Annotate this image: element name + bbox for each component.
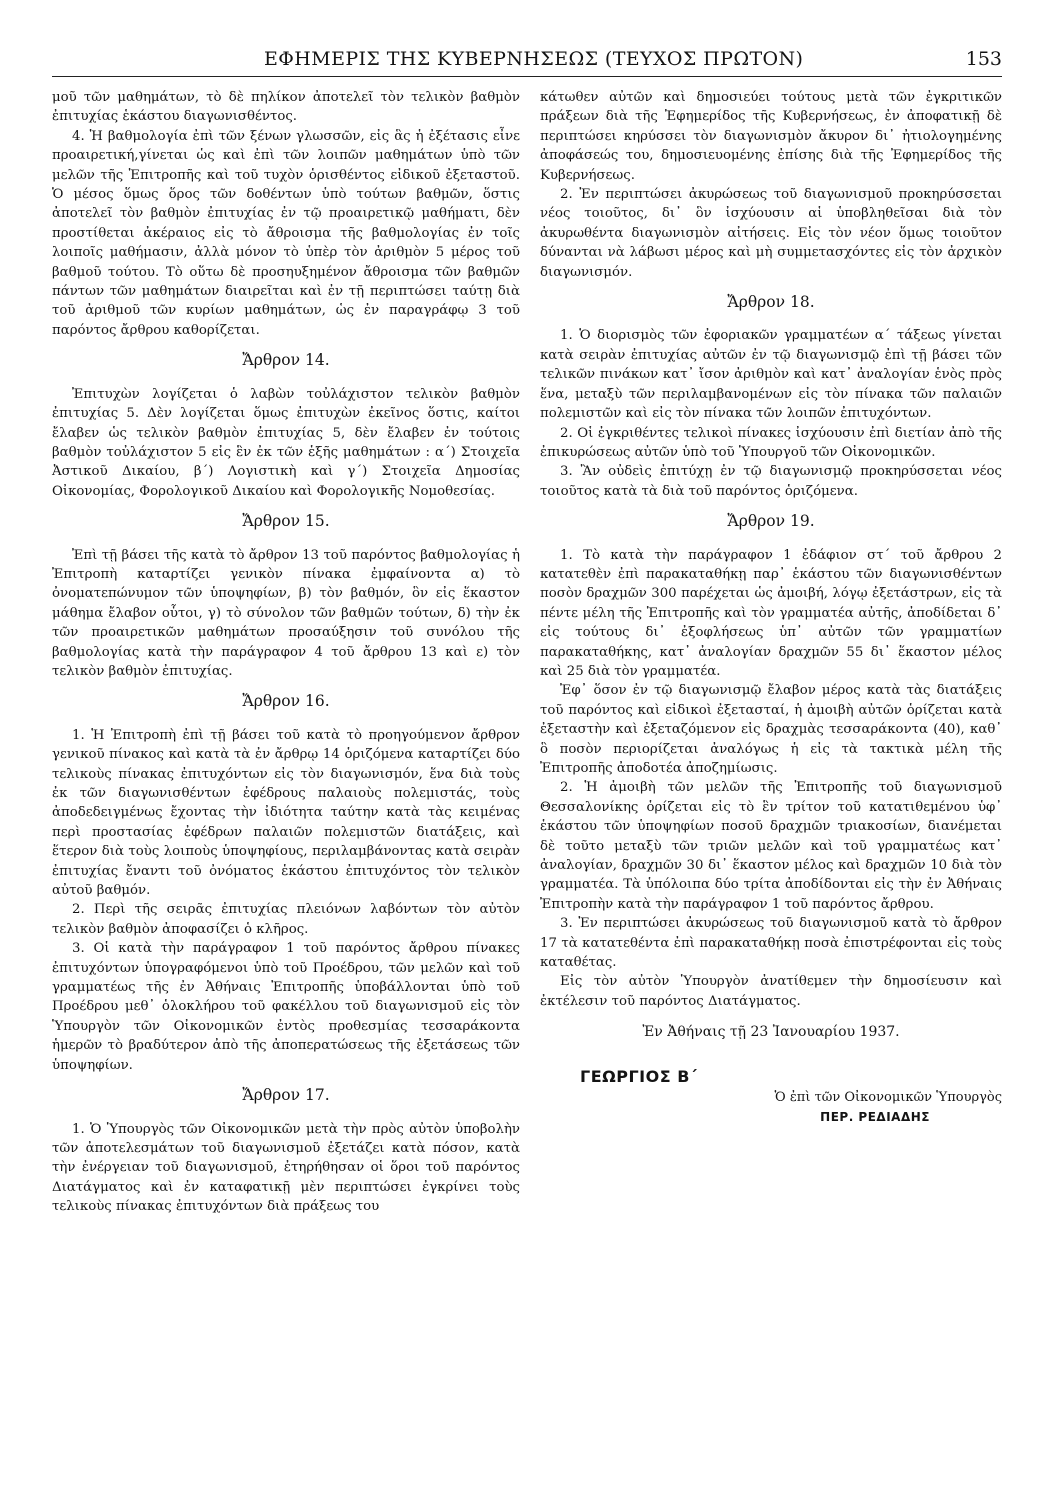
paragraph: 4. Ἡ βαθμολογία ἐπὶ τῶν ξένων γλωσσῶν, εἰς ἃς ἡ ἐξέτασις εἶνε προαιρετική,γίνεται ὡς καὶ ἐπὶ τῶν λοιπῶν μαθημάτων ὑπὸ τῶν μελῶν τῆς Ἐπιτροπῆς καὶ τοῦ τυχὸν ὁρισθέντος εἰδικοῦ ἐξεταστοῦ. Ὁ μέσος ὅμως ὅρος τῶν δοθέντων ὑπὸ τούτων βαθμῶν, ὅστις ἀποτελεῖ τὸν βαθμὸν ἐπιτυχίας ἐν τῷ προαιρετικῷ μαθήματι, δὲν προστίθεται ἀκέραιος εἰς τὸ ἄθροισμα τῆς βαθμολογίας ἐν τοῖς λοιποῖς μαθήμασιν, ἀλλὰ μόνον τὸ ὑπὲρ τὸν ἀριθμὸν 5 μέρος τοῦ βαθμοῦ τούτου. Τὸ οὕτω δὲ προσηυξημένον ἄθροισμα τῶν βαθμῶν πάντων τῶν μαθημάτων διαιρεῖται καὶ ἐν τῇ περιπτώσει ταύτῃ διὰ τοῦ ἀριθμοῦ τῶν κυρίων μαθημάτων, ὡς ἐν παραγράφῳ 3 τοῦ παρόντος ἄρθρου καθορίζεται. [52, 128, 520, 338]
paragraph: 3. Ἂν οὐδεὶς ἐπιτύχῃ ἐν τῷ διαγωνισμῷ προκηρύσσεται νέος τοιοῦτος κατὰ τὰ διὰ τοῦ παρόντος ὁριζόμενα. [540, 464, 1002, 499]
gazette-title: ΕΦΗΜΕΡΙΣ ΤΗΣ ΚΥΒΕΡΝΗΣΕΩΣ (ΤΕΥΧΟΣ ΠΡΩΤΟΝ) [264, 48, 804, 70]
king-signature: ΓΕΩΡΓΙΟΣ Β΄ [580, 1066, 698, 1086]
article-heading-14: Ἄρθρον 14. [242, 351, 330, 370]
page-header [52, 44, 1002, 77]
paragraph: 1. Ὁ διορισμὸς τῶν ἐφοριακῶν γραμματέων α΄ τάξεως γίνεται κατὰ σειρὰν ἐπιτυχίας αὐτῶν ἐν τῷ διαγωνισμῷ ἐπὶ τῇ βάσει τῶν τελικῶν πινάκων κατ᾽ ἴσον ἀριθμὸν καὶ κατ᾽ ἀναλογίαν ἑνὸς πρὸς ἕνα, μεταξὺ τῶν περιλαμβανομένων εἰς τὸν πίνακα τῶν παλαιῶν πολεμιστῶν καὶ εἰς τὸν πίνακα τῶν λοιπῶν ἐπιτυχόντων. [540, 328, 1002, 422]
paragraph: κάτωθεν αὐτῶν καὶ δημοσιεύει τούτους μετὰ τῶν ἐγκριτικῶν πράξεων διὰ τῆς Ἐφημερίδος τῆς Κυβερνήσεως, ἐν ἀποφατικῇ δὲ περιπτώσει κηρύσσει τὸν διαγωνισμὸν ἄκυρον δι᾽ ἠτιολογημένης ἀποφάσεώς του, δημοσιευομένης ἐπίσης διὰ τῆς Ἐφημερίδος τῆς Κυβερνήσεως. [540, 90, 1002, 183]
article-heading-18: Ἄρθρον 18. [727, 293, 815, 312]
minister-title: Ὁ ἐπὶ τῶν Οἰκονομικῶν Ὑπουργὸς [774, 1090, 1002, 1106]
paragraph: Ἐφ᾽ ὅσον ἐν τῷ διαγωνισμῷ ἔλαβον μέρος κατὰ τὰς διατάξεις τοῦ παρόντος καὶ εἰδικοὶ ἐξετασταί, ἡ ἀμοιβὴ αὐτῶν ὁρίζεται κατὰ ἐξεταστὴν καὶ ἐξεταζόμενον εἰς δραχμὰς τεσσαράκοντα (40), καθ᾽ ὃ ποσὸν περιορίζεται ἀναλόγως ἡ εἰς τὰ τακτικὰ μέλη τῆς Ἐπιτροπῆς ἀποδοτέα ἀποζημίωσις. [540, 683, 1002, 776]
paragraph: Ἐπὶ τῇ βάσει τῆς κατὰ τὸ ἄρθρον 13 τοῦ παρόντος βαθμολογίας ἡ Ἐπιτροπὴ καταρτίζει γενικὸν πίνακα ἐμφαίνοντα α) τὸ ὀνοματεπώνυμον τῶν ὑποψηφίων, β) τὸν βαθμόν, ὃν εἰς ἕκαστον μάθημα ἔλαβον οὗτοι, γ) τὸ σύνολον τῶν βαθμῶν τούτων, δ) τὴν ἐκ τῶν προαιρετικῶν μαθημάτων προσαύξησιν τοῦ συνόλου τῆς βαθμολογίας κατὰ τὴν παράγραφον 4 τοῦ ἄρθρου 13 καὶ ε) τὸν τελικὸν βαθμὸν ἐπιτυχίας. [52, 547, 520, 679]
right-column [540, 88, 1002, 1127]
article-heading-19: Ἄρθρον 19. [727, 512, 815, 531]
paragraph: 1. Ὁ Ὑπουργὸς τῶν Οἰκονομικῶν μετὰ τὴν πρὸς αὐτὸν ὑποβολὴν τῶν ἀποτελεσμάτων τοῦ διαγωνισμοῦ ἐξετάζει κατὰ πόσον, κατὰ τὴν ἐνέργειαν τοῦ διαγωνισμοῦ, ἐτηρήθησαν οἱ ὅροι τοῦ παρόντος Διατάγματος καὶ ἐν καταφατικῇ μὲν περιπτώσει ἐγκρίνει τοὺς τελικοὺς πίνακας ἐπιτυχόντων διὰ πράξεως του [52, 1121, 520, 1215]
paragraph: 2. Περὶ τῆς σειρᾶς ἐπιτυχίας πλειόνων λαβόντων τὸν αὐτὸν τελικὸν βαθμὸν ἀποφασίζει ὁ κλῆρος. [52, 902, 520, 937]
page-number: 153 [965, 48, 1002, 70]
decree-date: Ἐν Ἀθήναις τῇ 23 Ἰανουαρίου 1937. [642, 1024, 900, 1041]
paragraph: Ἐπιτυχὼν λογίζεται ὁ λαβὼν τοὐλάχιστον τελικὸν βαθμὸν ἐπιτυχίας 5. Δὲν λογίζεται ὅμως ἐπιτυχὼν ἐκεῖνος ὅστις, καίτοι ἔλαβεν ὡς τελικὸν βαθμὸν ἐπιτυχίας 5, δὲν ἔλαβεν ἐν τούτοις βαθμὸν τοὐλάχιστον 5 εἰς ἓν ἐκ τῶν ἑξῆς μαθημάτων : α΄) Στοιχεῖα Ἀστικοῦ Δικαίου, β΄) Λογιστικὴ καὶ γ΄) Στοιχεῖα Δημοσίας Οἰκονομίας, Φορολογικοῦ Δικαίου καὶ Φορολογικῆς Νομοθεσίας. [52, 386, 520, 499]
paragraph: 1. Ἡ Ἐπιτροπὴ ἐπὶ τῇ βάσει τοῦ κατὰ τὸ προηγούμενον ἄρθρον γενικοῦ πίνακος καὶ κατὰ τὰ ἐν ἄρθρῳ 14 ὁριζόμενα καταρτίζει δύο τελικοὺς πίνακας ἐπιτυχόντων εἰς τὸν διαγωνισμόν, ἕνα διὰ τοὺς ἐκ τῶν διαγωνισθέντων ἐφέδρους παλαιοὺς πολεμιστάς, τοὺς ἀποδεδειγμένως ἔχοντας τὴν ἰδιότητα ταύτην κατὰ τὰς κειμένας περὶ προστασίας ἐφέδρων παλαιῶν πολεμιστῶν διατάξεις, καὶ ἕτερον διὰ τοὺς λοιποὺς ὑποψηφίους, περιλαμβάνοντας κατὰ σειρὰν ἐπιτυχίας ἔναντι τοῦ ὀνόματος ἑκάστου ἐπιτυχόντος τὸν τελικὸν αὐτοῦ βαθμόν. [52, 727, 520, 899]
paragraph: 1. Τὸ κατὰ τὴν παράγραφον 1 ἐδάφιον στ΄ τοῦ ἄρθρου 2 κατατεθὲν ἐπὶ παρακαταθήκῃ παρ᾽ ἑκάστου τῶν διαγωνισθέντων ποσὸν δραχμῶν 300 παρέχεται ὡς ἀμοιβή, λόγῳ ἐξετάστρων, εἰς τὰ πέντε μέλη τῆς Ἐπιτροπῆς καὶ τὸν γραμματέα αὐτῆς, ἀποδίδεται δ᾽ εἰς τούτους δι᾽ ἐξοφλήσεως ὑπ᾽ αὐτῶν τῶν γραμματίων παρακαταθήκης, κατ᾽ ἀναλογίαν δραχμῶν 55 δι᾽ ἕκαστον μέλος καὶ 25 διὰ τὸν γραμματέα. [540, 547, 1002, 679]
left-column [52, 88, 520, 1217]
paragraph: 2. Οἱ ἐγκριθέντες τελικοὶ πίνακες ἰσχύουσιν ἐπὶ διετίαν ἀπὸ τῆς ἐπικυρώσεως αὐτῶν ὑπὸ τοῦ Ὑπουργοῦ τῶν Οἰκονομικῶν. [540, 425, 1002, 460]
minister-name: ΠΕΡ. ΡΕΔΙΑΔΗΣ [820, 1109, 930, 1124]
paragraph: 3. Οἱ κατὰ τὴν παράγραφον 1 τοῦ παρόντος ἄρθρου πίνακες ἐπιτυχόντων ὑπογραφόμενοι ὑπὸ τοῦ Προέδρου, τῶν μελῶν καὶ τοῦ γραμματέως τῆς ἐν Ἀθήναις Ἐπιτροπῆς ὑποβάλλονται ὑπὸ τοῦ Προέδρου μεθ᾽ ὁλοκλήρου τοῦ φακέλλου τοῦ διαγωνισμοῦ εἰς τὸν Ὑπουργὸν τῶν Οἰκονομικῶν ἐντὸς προθεσμίας τεσσαράκοντα ἡμερῶν τὸ βραδύτερον ἀπὸ τῆς ἀποπερατώσεως τῆς ἐξετάσεως τῶν ὑποψηφίων. [52, 941, 520, 1073]
article-heading-15: Ἄρθρον 15. [242, 512, 330, 531]
paragraph: 2. Ἐν περιπτώσει ἀκυρώσεως τοῦ διαγωνισμοῦ προκηρύσσεται νέος τοιοῦτος, δι᾽ ὃν ἰσχύουσιν αἱ ὑποβληθεῖσαι διὰ τὸν ἀκυρωθέντα διαγωνισμὸν αἰτήσεις. Εἰς τὸν νέον ὅμως τοιοῦτον δύνανται νὰ λάβωσι μέρος καὶ μὴ συμμετασχόντες εἰς τὸν ἀρχικὸν διαγωνισμόν. [540, 187, 1002, 280]
paragraph: 2. Ἡ ἀμοιβὴ τῶν μελῶν τῆς Ἐπιτροπῆς τοῦ διαγωνισμοῦ Θεσσαλονίκης ὁρίζεται εἰς τὸ ἓν τρίτον τοῦ κατατιθεμένου ὑφ᾽ ἑκάστου τῶν ὑποψηφίων ποσοῦ δραχμῶν τριακοσίων, διανέμεται δὲ τοῦτο μεταξὺ τῶν τριῶν μελῶν καὶ τοῦ γραμματέως κατ᾽ ἀναλογίαν, δραχμῶν 30 δι᾽ ἕκαστον μέλος καὶ δραχμῶν 10 διὰ τὸν γραμματέα. Τὰ ὑπόλοιπα δύο τρίτα ἀποδίδονται εἰς τὴν ἐν Ἀθήναις Ἐπιτροπὴν κατὰ τὴν παράγραφον 1 τοῦ παρόντος ἄρθρου. [540, 780, 1002, 912]
paragraph: μοῦ τῶν μαθημάτων, τὸ δὲ πηλίκον ἀποτελεῖ τὸν τελικὸν βαθμὸν ἐπιτυχίας ἑκάστου διαγωνισθέντος. [52, 90, 520, 125]
closing-paragraph: Εἰς τὸν αὐτὸν Ὑπουργὸν ἀνατίθεμεν τὴν δημοσίευσιν καὶ ἐκτέλεσιν τοῦ παρόντος Διατάγματος. [540, 974, 1002, 1009]
article-heading-16: Ἄρθρον 16. [242, 692, 330, 711]
paragraph: 3. Ἐν περιπτώσει ἀκυρώσεως τοῦ διαγωνισμοῦ κατὰ τὸ ἄρθρον 17 τὰ κατατεθέντα ἐπὶ παρακαταθήκῃ ποσὰ ἐπιστρέφονται εἰς τοὺς καταθέτας. [540, 916, 1002, 971]
article-heading-17: Ἄρθρον 17. [242, 1086, 330, 1105]
